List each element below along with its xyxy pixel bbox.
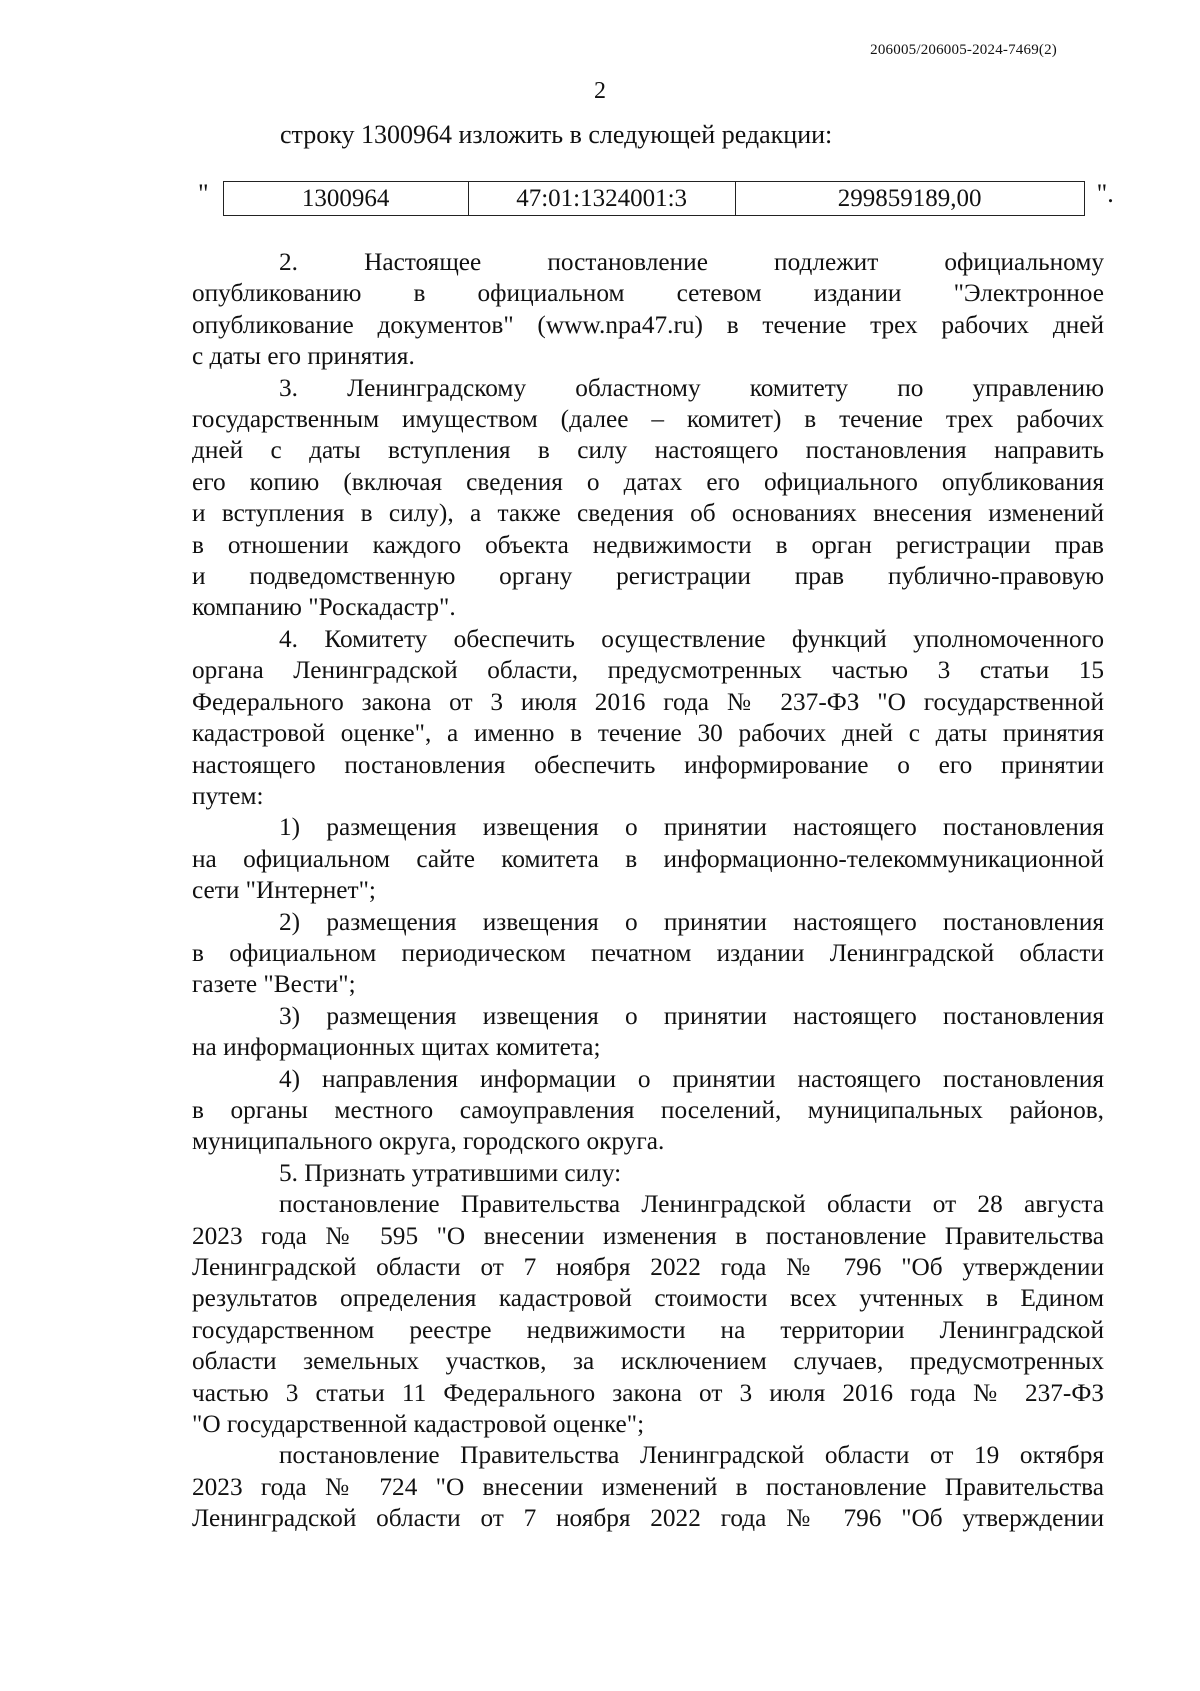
text-line: газете "Вести"; bbox=[192, 970, 356, 999]
text-line: путем: bbox=[192, 781, 264, 810]
page-number: 2 bbox=[594, 78, 606, 104]
cadastral-value-cell: 299859189,00 bbox=[735, 182, 1084, 216]
text-line: Ленинградской области от 7 ноября 2022 года № 796 "Об утверждении bbox=[192, 1504, 1104, 1533]
text-line: муниципального округа, городского округа. bbox=[192, 1127, 665, 1156]
closing-quote: ". bbox=[1096, 179, 1114, 208]
text-line: и вступления в силу), а также сведения об основаниях внесения изменений bbox=[192, 499, 1104, 528]
text-line: 2. Настоящее постановление подлежит официальному bbox=[279, 248, 1104, 276]
text-line: его копию (включая сведения о датах его официального опубликования bbox=[192, 467, 1104, 496]
text-line: Ленинградской области от 7 ноября 2022 года № 796 "Об утверждении bbox=[192, 1253, 1104, 1281]
text-line: опубликование документов" (www.npa47.ru) в течение трех рабочих дней bbox=[192, 310, 1104, 339]
text-line: 4. Комитету обеспечить осуществление функций уполномоченного bbox=[279, 624, 1104, 653]
text-line: области земельных участков, за исключением случаев, предусмотренных bbox=[192, 1347, 1104, 1376]
text-line: настоящего постановления обеспечить информирование о его принятии bbox=[192, 750, 1104, 779]
text-line: государственным имуществом (далее – комитет) в течение трех рабочих bbox=[192, 405, 1104, 434]
text-line: кадастровой оценке", а именно в течение 30 рабочих дней с даты принятия bbox=[192, 719, 1104, 748]
text-line: постановление Правительства Ленинградской области от 28 августа bbox=[279, 1190, 1104, 1219]
text-line: 3) размещения извещения о принятии настоящего постановления bbox=[279, 1001, 1104, 1030]
text-line: 2) размещения извещения о принятии настоящего постановления bbox=[279, 907, 1104, 936]
text-line: с даты его принятия. bbox=[192, 342, 415, 371]
document-registration-number: 206005/206005-2024-7469(2) bbox=[870, 42, 1057, 58]
table-row bbox=[223, 182, 1084, 216]
text-line: "О государственной кадастровой оценке"; bbox=[192, 1410, 645, 1439]
text-line: в органы местного самоуправления поселений, муниципальных районов, bbox=[192, 1095, 1104, 1124]
text-line: 1) размещения извещения о принятии настоящего постановления bbox=[279, 813, 1104, 842]
text-line: опубликованию в официальном сетевом издании "Электронное bbox=[192, 279, 1104, 308]
text-line: и подведомственную органу регистрации прав публично-правовую bbox=[192, 562, 1104, 591]
lead-paragraph: строку 1300964 изложить в следующей редакции: bbox=[280, 120, 833, 149]
text-line: дней с даты вступления в силу настоящего постановления направить bbox=[192, 436, 1104, 465]
opening-quote: " bbox=[198, 179, 209, 208]
text-line: на официальном сайте комитета в информационно-телекоммуникационной bbox=[192, 844, 1104, 873]
text-line: в отношении каждого объекта недвижимости в орган регистрации прав bbox=[192, 530, 1104, 559]
text-line: 2023 года № 595 "О внесении изменения в постановление Правительства bbox=[192, 1221, 1104, 1250]
text-line: 4) направления информации о принятии настоящего постановления bbox=[279, 1064, 1104, 1093]
replacement-row bbox=[198, 181, 1114, 217]
text-line: Федерального закона от 3 июля 2016 года № 237-ФЗ "О государственной bbox=[192, 687, 1104, 716]
text-line: на информационных щитах комитета; bbox=[192, 1033, 601, 1062]
text-line: частью 3 статьи 11 Федерального закона от 3 июля 2016 года № 237-ФЗ bbox=[192, 1378, 1104, 1407]
text-line: 2023 года № 724 "О внесении изменений в постановление Правительства bbox=[192, 1472, 1104, 1501]
text-line: 3. Ленинградскому областному комитету по управлению bbox=[279, 373, 1104, 402]
text-line: результатов определения кадастровой стоимости всех учтенных в Едином bbox=[192, 1284, 1104, 1313]
row-number-cell: 1300964 bbox=[223, 182, 468, 216]
cadastral-value-table bbox=[223, 181, 1085, 216]
resolution-body-text bbox=[192, 247, 1104, 1535]
text-line: в официальном периодическом печатном издании Ленинградской области bbox=[192, 938, 1104, 967]
text-line: компанию "Роскадастр". bbox=[192, 593, 456, 622]
text-line: государственном реестре недвижимости на территории Ленинградской bbox=[192, 1315, 1104, 1344]
text-line: сети "Интернет"; bbox=[192, 876, 376, 905]
text-line: 5. Признать утратившими силу: bbox=[279, 1158, 622, 1187]
text-line: постановление Правительства Ленинградской области от 19 октября bbox=[279, 1441, 1104, 1470]
cadastral-number-cell: 47:01:1324001:3 bbox=[468, 182, 735, 216]
text-line: органа Ленинградской области, предусмотренных частью 3 статьи 15 bbox=[192, 656, 1104, 685]
